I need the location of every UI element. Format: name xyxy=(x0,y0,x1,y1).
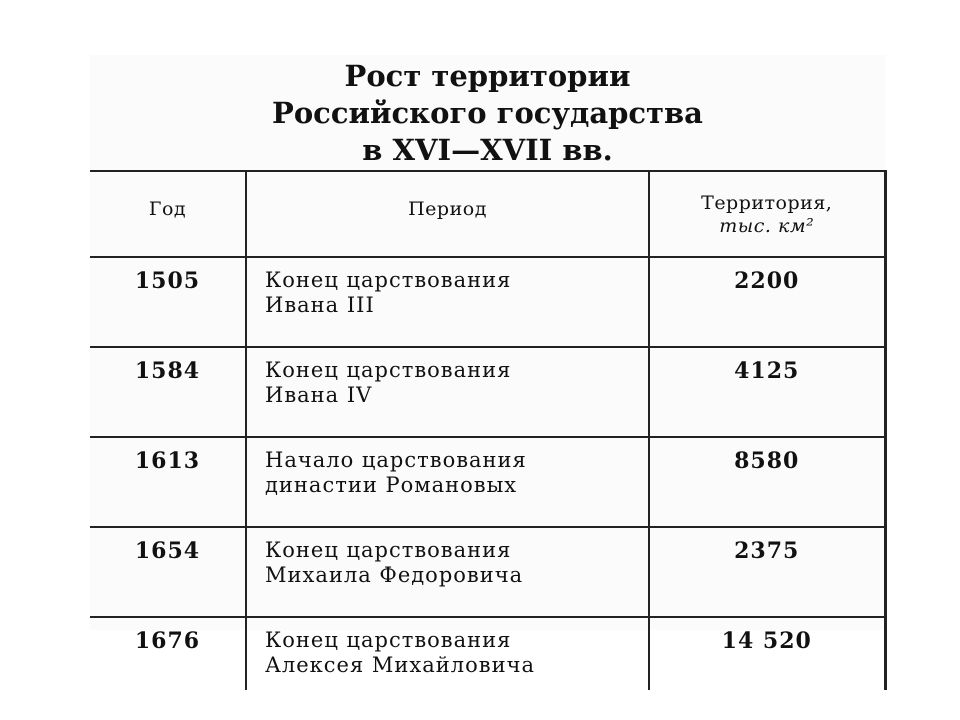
cell-territory: 14 520 xyxy=(649,617,885,690)
cell-period xyxy=(246,257,649,347)
cell-territory: 4125 xyxy=(649,347,885,437)
cell-year: 1613 xyxy=(90,437,246,527)
table-row xyxy=(90,257,885,347)
cell-period xyxy=(246,527,649,617)
cell-year: 1654 xyxy=(90,527,246,617)
table-row xyxy=(90,347,885,437)
period-line-2: Михаила Федоровича xyxy=(265,563,524,587)
period-line-1: Конец царствования xyxy=(265,538,512,562)
period-line-1: Конец царствования xyxy=(265,268,512,292)
cell-period xyxy=(246,437,649,527)
title-line-1: Рост территории xyxy=(344,59,631,93)
title-line-2: Российского государства xyxy=(272,96,703,130)
period-line-1: Конец царствования xyxy=(265,628,512,652)
cell-territory: 2375 xyxy=(649,527,885,617)
period-line-2: династии Романовых xyxy=(265,473,518,497)
table-row xyxy=(90,527,885,617)
document-title xyxy=(90,58,885,169)
title-line-3: в XVI—XVII вв. xyxy=(362,133,613,167)
period-line-1: Начало царствования xyxy=(265,448,527,472)
table-row xyxy=(90,617,885,690)
cell-year: 1584 xyxy=(90,347,246,437)
period-line-2: Алексея Михайловича xyxy=(265,653,535,677)
header-territory xyxy=(649,171,885,257)
period-line-2: Ивана IV xyxy=(265,383,373,407)
period-line-2: Ивана III xyxy=(265,293,375,317)
cell-period xyxy=(246,347,649,437)
header-period: Период xyxy=(246,171,649,257)
table-header-row xyxy=(90,171,885,257)
table-row xyxy=(90,437,885,527)
header-territory-unit: тыс. км² xyxy=(719,215,815,237)
cell-year: 1676 xyxy=(90,617,246,690)
cell-year: 1505 xyxy=(90,257,246,347)
territory-table xyxy=(90,170,887,690)
cell-territory: 8580 xyxy=(649,437,885,527)
header-territory-label: Территория, xyxy=(701,192,833,214)
cell-period xyxy=(246,617,649,690)
period-line-1: Конец царствования xyxy=(265,358,512,382)
header-year: Год xyxy=(90,171,246,257)
cell-territory: 2200 xyxy=(649,257,885,347)
